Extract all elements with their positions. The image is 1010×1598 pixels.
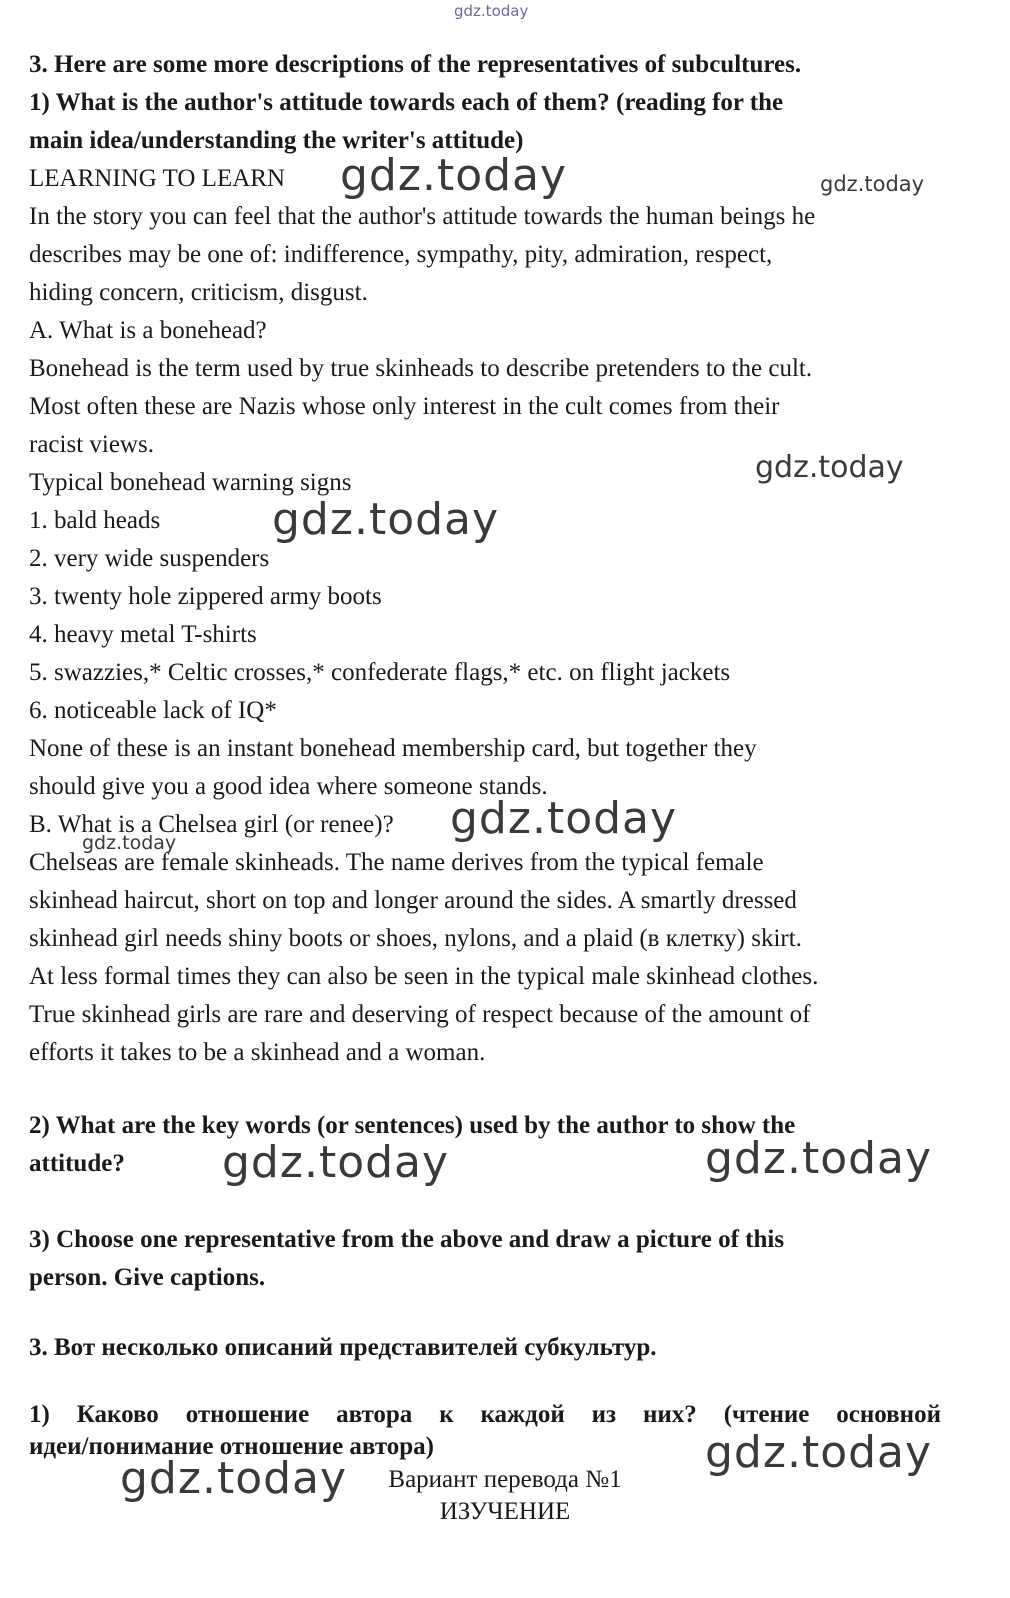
watermark-text: gdz.today (755, 450, 904, 485)
body-text-line: Most often these are Nazis whose only interest in the cult comes from their (29, 393, 780, 420)
watermark-text: gdz.today (820, 172, 925, 196)
question-2-line-1: 2) What are the key words (or sentences) used by the author to show the (29, 1112, 796, 1139)
question-1-line-1: 1) What is the author's attitude towards each of them? (reading for the (29, 89, 784, 116)
section-b-heading: B. What is a Chelsea girl (or renee)? (29, 811, 394, 838)
exercise-heading: 3. Here are some more descriptions of the representatives of subcultures. (29, 51, 802, 78)
header-watermark: gdz.today (454, 2, 529, 20)
list-item: 5. swazzies,* Celtic crosses,* confederate flags,* etc. on flight jackets (29, 659, 731, 686)
watermark-text: gdz.today (120, 1453, 348, 1504)
watermark-text: gdz.today (450, 793, 678, 844)
list-item: 3. twenty hole zippered army boots (29, 583, 382, 610)
translation-heading: 3. Вот несколько описаний представителей субкультур. (29, 1334, 657, 1361)
learning-to-learn-label: LEARNING TO LEARN (29, 165, 286, 192)
translation-variant-label: Вариант перевода №1 (388, 1466, 622, 1493)
body-text-line: should give you a good idea where someone stands. (29, 773, 548, 800)
watermark-text: gdz.today (272, 494, 500, 545)
body-text-line: skinhead girl needs shiny boots or shoes, nylons, and a plaid (в клетку) skirt. (29, 925, 802, 952)
list-item: 4. heavy metal T-shirts (29, 621, 257, 648)
list-item: 2. very wide suspenders (29, 545, 270, 572)
body-text-line: At less formal times they can also be seen in the typical male skinhead clothes. (29, 963, 819, 990)
question-2-line-2: attitude? (29, 1150, 125, 1177)
translation-learning-label: ИЗУЧЕНИЕ (439, 1498, 571, 1525)
question-3-line-1: 3) Choose one representative from the above and draw a picture of this (29, 1226, 785, 1253)
list-item: 6. noticeable lack of IQ* (29, 697, 277, 724)
body-text-line: Bonehead is the term used by true skinheads to describe pretenders to the cult. (29, 355, 813, 382)
body-text-line: hiding concern, criticism, disgust. (29, 279, 368, 306)
watermark-text: gdz.today (705, 1133, 933, 1184)
watermark-text: gdz.today (705, 1427, 933, 1478)
watermark-text: gdz.today (222, 1137, 450, 1188)
list-item: 1. bald heads (29, 507, 161, 534)
body-text-line: Chelseas are female skinheads. The name derives from the typical female (29, 849, 764, 876)
question-1-line-2: main idea/understanding the writer's attitude) (29, 127, 524, 154)
watermark-text: gdz.today (82, 832, 177, 854)
body-text-line: efforts it takes to be a skinhead and a woman. (29, 1039, 486, 1066)
body-text-line: describes may be one of: indifference, sympathy, pity, admiration, respect, (29, 241, 773, 268)
body-text-line: In the story you can feel that the author's attitude towards the human beings he (29, 203, 816, 230)
translation-question-line-2: идеи/понимание отношение автора) (29, 1433, 434, 1460)
section-a-heading: A. What is a bonehead? (29, 317, 267, 344)
translation-question-line-1: 1) Каково отношение автора к каждой из них? (чтение основной (29, 1401, 941, 1428)
body-text-line: None of these is an instant bonehead membership card, but together they (29, 735, 757, 762)
list-heading: Typical bonehead warning signs (29, 469, 352, 496)
watermark-text: gdz.today (340, 150, 568, 201)
body-text-line: racist views. (29, 431, 154, 458)
body-text-line: skinhead haircut, short on top and longer around the sides. A smartly dressed (29, 887, 797, 914)
question-3-line-2: person. Give captions. (29, 1264, 266, 1291)
body-text-line: True skinhead girls are rare and deserving of respect because of the amount of (29, 1001, 811, 1028)
